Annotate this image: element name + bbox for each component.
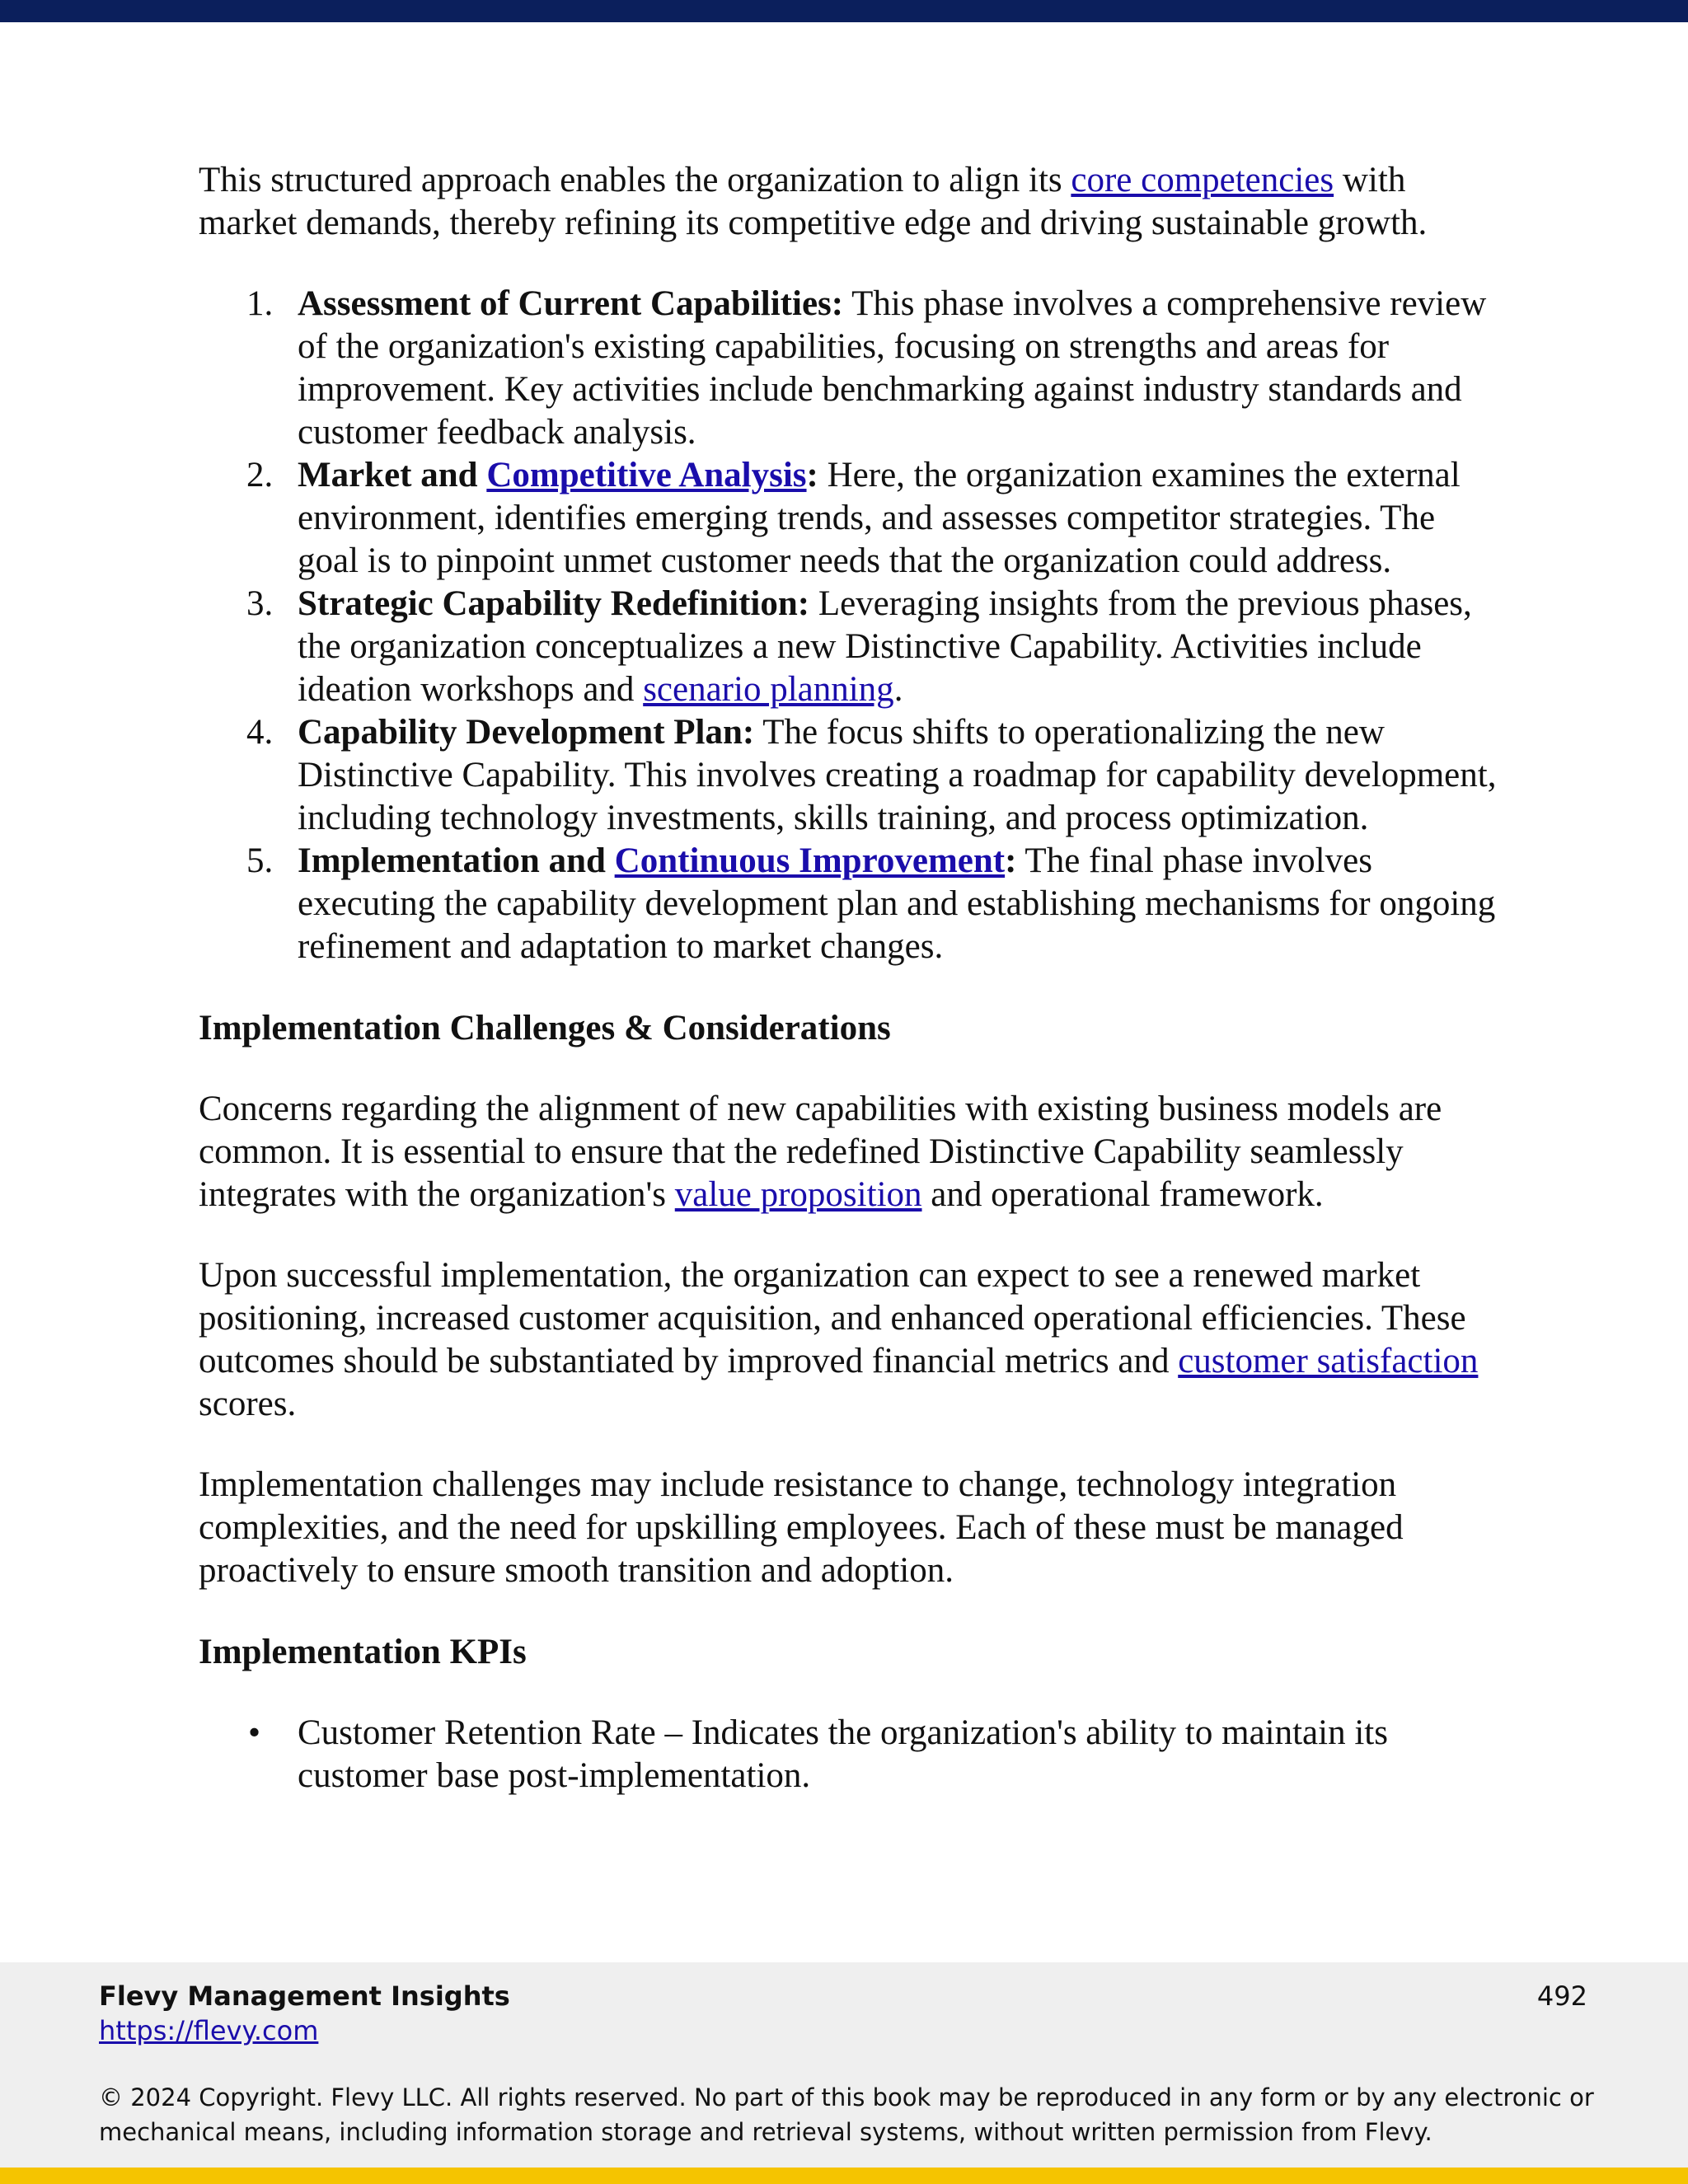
- intro-text-2: with market demands, thereby refining its competitive edge and driving sustainable growth.: [199, 161, 1428, 242]
- paragraph-text: scores.: [199, 1385, 297, 1423]
- link-continuous-improvement[interactable]: Continuous Improvement: [614, 841, 1006, 880]
- page-number: 492: [1536, 1980, 1587, 2012]
- phase-item-1: [199, 283, 1501, 454]
- bullet-icon: •: [248, 1713, 261, 1752]
- page-footer: [0, 1962, 1688, 2168]
- copyright-notice: © 2024 Copyright. Flevy LLC. All rights reserved. No part of this book may be reproduced in any form or by any electronic or mechanical means, including information storage and retrieval systems, without written permission from Flevy.: [99, 2083, 1594, 2146]
- kpis-list: [199, 1712, 1501, 1797]
- phase-item-4: [199, 711, 1501, 840]
- phase-number: 3.: [246, 584, 274, 623]
- link-value-proposition[interactable]: value proposition: [674, 1175, 922, 1214]
- phase-text: Here, the organization examines the external environment, identifies emerging trends, and assesses competitor strategies. The goal is to pinpoint unmet customer needs that the organization could address.: [298, 456, 1461, 580]
- phase-title-post: :: [1005, 841, 1017, 880]
- phase-title: Capability Development Plan:: [298, 713, 755, 752]
- challenges-paragraph-3: Implementation challenges may include resistance to change, technology integration complexities, and the need for upskilling employees. Each of these must be managed proactively to ensure smooth transition and adoption.: [199, 1465, 1404, 1590]
- phase-title: [298, 456, 818, 494]
- kpi-item: [199, 1712, 1501, 1797]
- phase-text: The focus shifts to operationalizing the new Distinctive Capability. This involves creating a roadmap for capability development, including technology investments, skills training, and process optimization.: [298, 713, 1497, 837]
- phase-title-pre: Market and: [298, 456, 487, 494]
- phase-item-3: [199, 583, 1501, 711]
- phase-text: Leveraging insights from the previous phases, the organization conceptualizes a new Distinctive Capability. Activities include ideation workshops and: [298, 584, 1472, 709]
- kpi-text: Customer Retention Rate – Indicates the organization's ability to maintain its customer base post-implementation.: [298, 1713, 1388, 1795]
- phase-title: [298, 841, 1016, 880]
- phase-number: 4.: [246, 713, 274, 752]
- phase-title: Assessment of Current Capabilities:: [298, 284, 844, 323]
- phase-number: 5.: [246, 841, 274, 880]
- phase-item-5: [199, 840, 1501, 968]
- phase-text: The final phase involves executing the capability development plan and establishing mechanisms for ongoing refinement and adaptation to market changes.: [298, 841, 1496, 966]
- paragraph-text: Upon successful implementation, the organization can expect to see a renewed market positioning, increased customer acquisition, and enhanced operational efficiencies. These outcomes should be substantiated by improved financial metrics and: [199, 1256, 1466, 1380]
- footer-url-link[interactable]: https://flevy.com: [99, 2015, 319, 2046]
- phase-number: 2.: [246, 456, 274, 494]
- challenges-paragraph-2: [199, 1254, 1501, 1426]
- intro-text-1: This structured approach enables the organization to align its: [199, 161, 1071, 199]
- top-accent-bar: [0, 0, 1688, 22]
- paragraph-text: Concerns regarding the alignment of new capabilities with existing business models are common. It is essential to ensure that the redefined Distinctive Capability seamlessly integrates with the organization's: [199, 1090, 1442, 1214]
- phase-title: Strategic Capability Redefinition:: [298, 584, 810, 623]
- link-competitive-analysis[interactable]: Competitive Analysis: [486, 456, 807, 494]
- link-core-competencies[interactable]: core competencies: [1071, 161, 1334, 199]
- phase-number: 1.: [246, 284, 274, 323]
- link-customer-satisfaction[interactable]: customer satisfaction: [1178, 1342, 1479, 1380]
- phase-text-end: .: [893, 670, 903, 709]
- link-scenario-planning[interactable]: scenario planning: [643, 670, 894, 709]
- phase-item-2: [199, 454, 1501, 583]
- challenges-paragraph-1: [199, 1088, 1501, 1216]
- phases-list: [199, 283, 1501, 968]
- phase-text: This phase involves a comprehensive review of the organization's existing capabilities, focusing on strengths and areas for improvement. Key activities include benchmarking against industry standards and customer feedback analysis.: [298, 284, 1487, 452]
- bottom-accent-bar: [0, 2168, 1688, 2184]
- intro-paragraph: [199, 159, 1501, 245]
- challenges-heading: Implementation Challenges & Considerations: [199, 1009, 891, 1047]
- phase-title-post: :: [806, 456, 818, 494]
- phase-title-pre: Implementation and: [298, 841, 615, 880]
- paragraph-text: and operational framework.: [921, 1175, 1324, 1214]
- kpis-heading: Implementation KPIs: [199, 1633, 527, 1671]
- footer-title: Flevy Management Insights: [99, 1980, 510, 2012]
- page-content: [199, 159, 1501, 1797]
